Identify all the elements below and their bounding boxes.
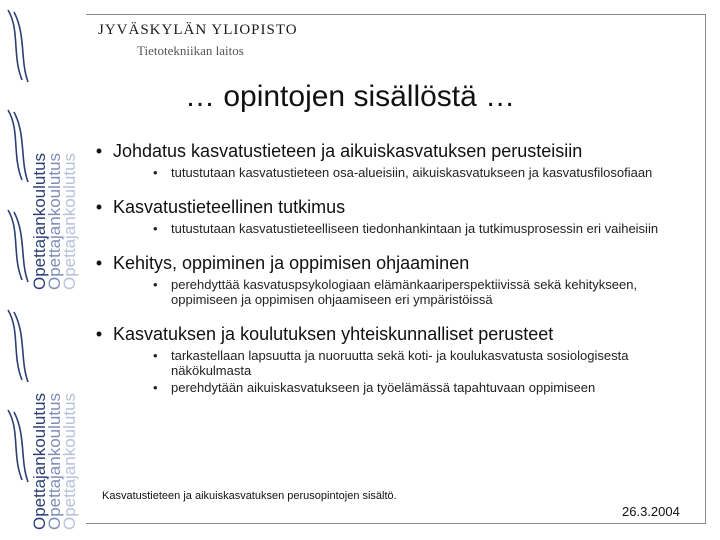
sub-bullet-dot: • (153, 165, 158, 180)
bullet-list (85, 140, 695, 411)
sub-bullet-dot: • (153, 277, 158, 292)
footer-caption: Kasvatustieteen ja aikuiskasvatuksen perusopintojen sisältö. (102, 490, 397, 502)
sub-bullet (153, 380, 695, 395)
sidebar-label-repeat-faded: Opettajankoulutus (45, 152, 64, 290)
sub-bullet-dot: • (153, 348, 158, 363)
sub-bullet-text: perehdyttää kasvatuspsykologiaan elämänkaariperspektiivissä sekä kehitykseen, oppimiseen ja oppimisen ohjaamiseen eri ympäristöissä (171, 277, 638, 307)
bullet-text: Kasvatuksen ja koulutuksen yhteiskunnalliset perusteet (113, 324, 554, 344)
decorative-sidebar (0, 0, 86, 540)
sub-bullet-dot: • (153, 380, 158, 395)
sub-bullet-text: tutustutaan kasvatustieteen osa-alueisiin, aikuiskasvatukseen ja kasvatusfilosofiaan (171, 165, 653, 180)
bullet-text: Johdatus kasvatustieteen ja aikuiskasvatuksen perusteisiin (113, 141, 583, 161)
bullet-item (85, 323, 695, 395)
sub-bullet-text: perehdytään aikuiskasvatukseen ja työelämässä tapahtuvaan oppimiseen (171, 380, 596, 395)
bullet-dot: • (95, 253, 103, 273)
bullet-item (85, 252, 695, 307)
sub-bullet-dot: • (153, 221, 158, 236)
bullet-dot: • (95, 324, 103, 344)
university-name: JYVÄSKYLÄN YLIOPISTO (98, 22, 298, 38)
flame-logo-icons (8, 10, 28, 482)
slide-title: … opintojen sisällöstä … (185, 80, 516, 113)
bullet-text: Kehitys, oppiminen ja oppimisen ohjaaminen (113, 253, 470, 273)
sub-bullet-text: tarkastellaan lapsuutta ja nuoruutta sekä koti- ja koulukasvatusta sosiologisesta näkökulmasta (171, 348, 629, 378)
sub-bullet-text: tutustutaan kasvatustieteelliseen tiedonhankintaan ja tutkimusprosessin eri vaiheisiin (171, 221, 659, 236)
bullet-item (85, 196, 695, 236)
sub-bullet (153, 348, 695, 378)
sidebar-label-faded: Opettajankoulutus (45, 392, 64, 530)
bullet-text: Kasvatustieteellinen tutkimus (113, 197, 346, 217)
sidebar-label-repeat: Opettajankoulutus (30, 152, 49, 290)
sidebar-pattern (0, 0, 86, 540)
sub-bullet (153, 277, 695, 307)
sub-bullet (153, 165, 695, 180)
bullet-item (85, 140, 695, 180)
sidebar-label: Opettajankoulutus (30, 392, 49, 530)
footer-date: 26.3.2004 (622, 504, 680, 519)
sidebar-label-light: Opettajankoulutus (60, 392, 79, 530)
sidebar-label-repeat-light: Opettajankoulutus (60, 152, 79, 290)
bullet-dot: • (95, 141, 103, 161)
department-name: Tietotekniikan laitos (137, 43, 244, 58)
sub-bullet (153, 221, 695, 236)
bullet-dot: • (95, 197, 103, 217)
